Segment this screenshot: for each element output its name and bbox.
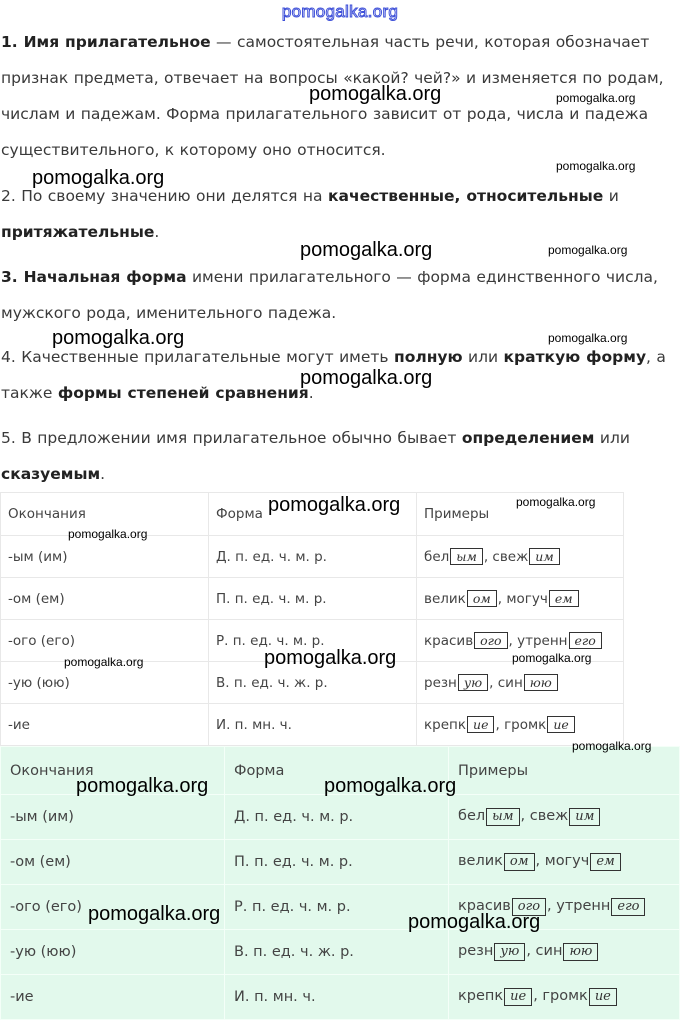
word-stem: бел xyxy=(424,549,450,565)
word-stem: крепк xyxy=(458,988,504,1005)
emphasis-text: сказуемым xyxy=(1,465,101,483)
emphasis-text: формы степеней сравнения xyxy=(57,384,309,402)
emphasis-text: притяжательные xyxy=(1,223,155,241)
word-stem: свеж xyxy=(529,808,569,825)
example-separator: , xyxy=(526,943,536,960)
ending-cell: -ого (его) xyxy=(1,885,225,930)
table-row xyxy=(1,840,680,885)
examples-cell xyxy=(449,840,680,885)
emphasis-text: качественные, относительные xyxy=(327,187,604,205)
watermark: pomogalka.org xyxy=(300,367,433,389)
ending-cell: -ую (юю) xyxy=(1,930,225,975)
ending-box: ым xyxy=(486,808,519,826)
example-separator: , xyxy=(533,988,543,1005)
word-stem: бел xyxy=(458,808,486,825)
ending-box: ым xyxy=(450,548,483,565)
paragraph-text: . xyxy=(100,465,106,483)
emphasis-text: определением xyxy=(461,429,595,447)
word-stem: крепк xyxy=(424,717,467,733)
ending-box: ого xyxy=(512,898,546,916)
form-cell: Д. п. ед. ч. м. р. xyxy=(209,536,417,578)
table-row xyxy=(1,795,680,840)
word-stem: велик xyxy=(424,591,466,607)
emphasis-text: 3. Начальная форма xyxy=(1,268,187,286)
ending-box: им xyxy=(529,548,559,565)
watermark: pomogalka.org xyxy=(556,91,636,105)
site-logo[interactable]: pomogalka.org xyxy=(281,2,399,21)
example-separator: , xyxy=(520,808,530,825)
ending-box: его xyxy=(569,632,602,649)
table-row xyxy=(1,930,680,975)
ending-box: ем xyxy=(590,853,620,871)
watermark: pomogalka.org xyxy=(32,167,165,189)
ending-box: ого xyxy=(474,632,507,649)
watermark: pomogalka.org xyxy=(88,903,221,925)
ending-box: ом xyxy=(467,590,497,607)
examples-cell xyxy=(449,795,680,840)
word-stem: могуч xyxy=(544,853,590,870)
paragraph-text: . xyxy=(154,223,160,241)
word-stem: могуч xyxy=(506,591,548,607)
examples-cell xyxy=(417,578,624,620)
ending-box: ие xyxy=(504,988,532,1006)
ending-cell: -ом (ем) xyxy=(1,578,209,620)
word-stem: резн xyxy=(424,675,457,691)
examples-cell xyxy=(449,930,680,975)
word-stem: велик xyxy=(458,853,503,870)
word-stem: красив xyxy=(424,633,474,649)
form-cell: И. п. мн. ч. xyxy=(225,975,449,1020)
ending-cell: -ым (им) xyxy=(1,536,209,578)
ending-cell: -ие xyxy=(1,975,225,1020)
table-row xyxy=(1,975,680,1020)
ending-box: ие xyxy=(589,988,617,1006)
ending-cell: -ым (им) xyxy=(1,795,225,840)
form-cell: П. п. ед. ч. м. р. xyxy=(209,578,417,620)
word-stem: свеж xyxy=(492,549,529,565)
ending-box: ую xyxy=(494,943,525,961)
ending-box: ую xyxy=(458,674,488,691)
ending-cell: -ом (ем) xyxy=(1,840,225,885)
example-separator: , xyxy=(547,898,557,915)
word-stem: резн xyxy=(458,943,494,960)
examples-cell xyxy=(417,662,624,704)
watermark: pomogalka.org xyxy=(76,775,209,797)
watermark: pomogalka.org xyxy=(548,243,628,257)
paragraph-5 xyxy=(1,420,677,492)
watermark: pomogalka.org xyxy=(408,911,541,933)
watermark: pomogalka.org xyxy=(548,331,628,345)
paragraph-text: или xyxy=(462,348,504,366)
table-row xyxy=(1,704,624,746)
form-cell: В. п. ед. ч. ж. р. xyxy=(225,930,449,975)
form-cell: Д. п. ед. ч. м. р. xyxy=(225,795,449,840)
example-separator: , xyxy=(483,549,493,565)
form-cell: В. п. ед. ч. ж. р. xyxy=(209,662,417,704)
emphasis-text: полную xyxy=(393,348,463,366)
example-separator: , xyxy=(495,717,505,733)
column-header: Примеры xyxy=(417,493,624,536)
form-cell: И. п. мн. ч. xyxy=(209,704,417,746)
example-separator: , xyxy=(489,675,498,691)
emphasis-text: 1. Имя прилагательное xyxy=(1,33,211,51)
paragraph-text: , а также xyxy=(1,348,666,402)
paragraph-text: — самостоятельная часть речи, которая обозначает признак предмета, отвечает на вопросы «какой? чей?» и изменяется по родам, числам и падежам. Форма прилагательного зависит от рода, числа и падежа существительного, к которому оно относится. xyxy=(1,33,664,159)
watermark: pomogalka.org xyxy=(516,495,596,509)
table-row xyxy=(1,536,624,578)
column-header: Примеры xyxy=(449,747,680,795)
examples-cell xyxy=(449,975,680,1020)
ending-box: ем xyxy=(549,590,579,607)
column-header: Форма xyxy=(225,747,449,795)
watermark: pomogalka.org xyxy=(324,775,457,797)
paragraph-text: 2. По своему значению они делятся на xyxy=(1,187,328,205)
watermark: pomogalka.org xyxy=(64,655,144,669)
ending-box: ие xyxy=(467,716,494,733)
paragraph-text: . xyxy=(308,384,314,402)
column-header: Окончания xyxy=(1,493,209,536)
example-separator: , xyxy=(535,853,545,870)
table-row xyxy=(1,578,624,620)
word-stem: син xyxy=(497,675,523,691)
paragraph-text: и xyxy=(603,187,619,205)
watermark: pomogalka.org xyxy=(68,527,148,541)
watermark: pomogalka.org xyxy=(556,159,636,173)
form-cell: Р. п. ед. ч. м. р. xyxy=(225,885,449,930)
ending-cell: -ие xyxy=(1,704,209,746)
word-stem: громк xyxy=(542,988,588,1005)
form-cell: Р. п. ед. ч. м. р. xyxy=(209,620,417,662)
watermark: pomogalka.org xyxy=(268,494,401,516)
paragraph-text: или xyxy=(594,429,630,447)
example-separator: , xyxy=(508,633,518,649)
word-stem: утренн xyxy=(556,898,611,915)
watermark: pomogalka.org xyxy=(512,651,592,665)
emphasis-text: краткую форму xyxy=(503,348,647,366)
watermark: pomogalka.org xyxy=(52,327,185,349)
ending-box: им xyxy=(569,808,600,826)
word-stem: утренн xyxy=(517,633,568,649)
paragraph-text: имени прилагательного — форма единственного числа, мужского рода, именительного падежа. xyxy=(1,268,658,322)
column-header: Окончания xyxy=(1,747,225,795)
ending-box: юю xyxy=(563,943,598,961)
ending-box: ом xyxy=(504,853,535,871)
word-stem: син xyxy=(535,943,563,960)
paragraph-3 xyxy=(1,259,677,331)
word-stem: громк xyxy=(504,717,547,733)
paragraph-text: 5. В предложении имя прилагательное обычно бывает xyxy=(1,429,462,447)
example-separator: , xyxy=(497,591,507,607)
ending-box: юю xyxy=(524,674,558,691)
ending-cell: -ого (его) xyxy=(1,620,209,662)
form-cell: П. п. ед. ч. м. р. xyxy=(225,840,449,885)
examples-cell xyxy=(417,536,624,578)
column-header: Форма xyxy=(209,493,417,536)
ending-box: ие xyxy=(547,716,574,733)
paragraph-text: 4. Качественные прилагательные могут иметь xyxy=(1,348,394,366)
ending-cell: -ую (юю) xyxy=(1,662,209,704)
watermark: pomogalka.org xyxy=(300,239,433,261)
watermark: pomogalka.org xyxy=(572,739,652,753)
watermark: pomogalka.org xyxy=(309,83,442,105)
word-stem: красив xyxy=(458,898,511,915)
watermark: pomogalka.org xyxy=(264,647,397,669)
ending-box: его xyxy=(611,898,645,916)
